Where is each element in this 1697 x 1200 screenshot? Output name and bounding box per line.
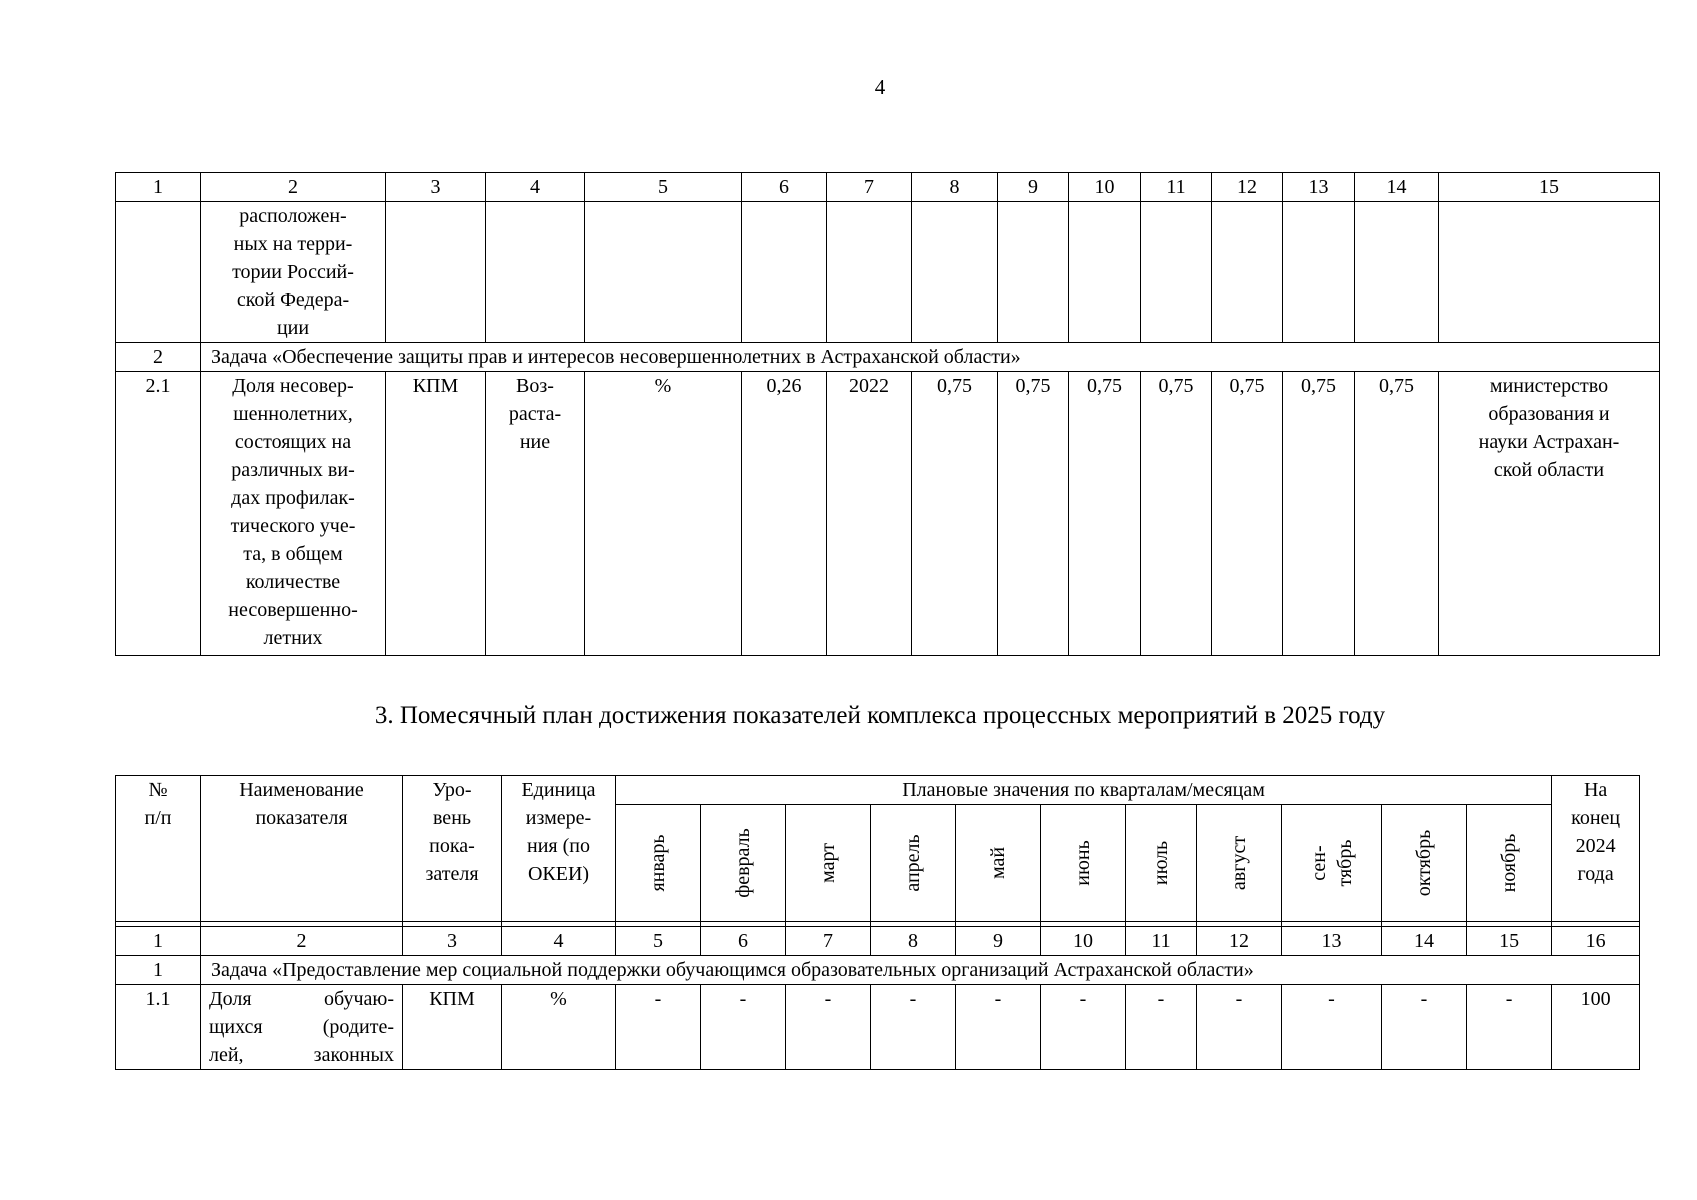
column-number: 15 — [1439, 173, 1660, 202]
text-line: ных на терри- — [233, 233, 353, 255]
month-label — [1070, 840, 1096, 885]
column-number-row — [116, 173, 1660, 202]
value-cell: 0,75 — [1212, 372, 1283, 656]
text-line: вень — [432, 807, 472, 829]
column-number: 5 — [616, 927, 701, 956]
column-number: 9 — [956, 927, 1041, 956]
column-number: 6 — [701, 927, 786, 956]
column-number: 12 — [1212, 173, 1283, 202]
column-number: 5 — [585, 173, 742, 202]
month-value: - — [786, 985, 871, 1070]
indicator-unit: % — [502, 985, 616, 1070]
month-label — [1226, 836, 1252, 890]
text-line: май — [987, 846, 1009, 880]
text-line: шеннолетних, — [233, 403, 353, 425]
month-label — [900, 834, 926, 891]
month-label — [730, 828, 756, 897]
text-line: летних — [263, 627, 323, 649]
column-number: 16 — [1552, 927, 1640, 956]
text-line: измере- — [525, 807, 592, 829]
month-header — [871, 805, 956, 922]
column-number: 10 — [1069, 173, 1141, 202]
value-cell: 0,75 — [1283, 372, 1355, 656]
month-value: - — [1197, 985, 1282, 1070]
text-line: апрель — [902, 834, 924, 892]
monthly-plan-table — [115, 775, 1640, 1070]
month-header — [1467, 805, 1552, 922]
indicator-unit: % — [585, 372, 742, 656]
text-line: На — [1583, 779, 1608, 801]
text-line: дах профилак- — [231, 487, 355, 509]
indicator-row — [116, 985, 1640, 1070]
responsible-body — [1439, 372, 1660, 656]
text-line: ние — [519, 431, 551, 453]
text-line: состоящих на — [234, 431, 352, 453]
column-number: 9 — [998, 173, 1069, 202]
text-line: июнь — [1072, 840, 1094, 886]
text-line: март — [817, 843, 839, 883]
value-cell: 0,75 — [1355, 372, 1439, 656]
text-line: расположен- — [239, 205, 347, 227]
month-label — [815, 843, 841, 883]
column-number: 1 — [116, 173, 201, 202]
month-value: - — [1467, 985, 1552, 1070]
task-row — [116, 956, 1640, 985]
text-line: образования и — [1488, 403, 1610, 425]
text-line: июль — [1150, 840, 1172, 886]
text-line: пока- — [429, 835, 475, 857]
text-line: Воз- — [516, 375, 554, 397]
text-line: февраль — [732, 828, 754, 898]
task-title: Задача «Обеспечение защиты прав и интересов несовершеннолетних в Астраханской области» — [201, 343, 1660, 372]
column-number: 8 — [912, 173, 998, 202]
text-line: Доля несовер- — [232, 375, 354, 397]
text-line: август — [1228, 835, 1250, 891]
indicator-name — [201, 985, 403, 1070]
column-number-row — [116, 927, 1640, 956]
column-number: 6 — [742, 173, 827, 202]
month-value: - — [956, 985, 1041, 1070]
month-label — [985, 847, 1011, 879]
text-line: октябрь — [1413, 829, 1435, 897]
header-num — [116, 776, 201, 922]
month-value: - — [1382, 985, 1467, 1070]
text-line: ния (по — [527, 835, 590, 857]
text-line: № — [148, 779, 168, 801]
month-header — [1126, 805, 1197, 922]
text-line: количестве — [245, 571, 341, 593]
month-header — [1382, 805, 1467, 922]
column-number: 14 — [1355, 173, 1439, 202]
column-number: 4 — [486, 173, 585, 202]
month-header — [1041, 805, 1126, 922]
month-label — [1411, 830, 1437, 896]
base-value: 0,26 — [742, 372, 827, 656]
text-line: щихся (родите- — [209, 1016, 394, 1038]
month-value: - — [701, 985, 786, 1070]
month-header — [1282, 805, 1382, 922]
column-number: 14 — [1382, 927, 1467, 956]
column-number: 7 — [786, 927, 871, 956]
indicator-number: 2.1 — [116, 372, 201, 656]
column-number: 8 — [871, 927, 956, 956]
column-number: 4 — [502, 927, 616, 956]
text-line: тории Россий- — [232, 261, 354, 283]
month-value: - — [1126, 985, 1197, 1070]
month-value: - — [1282, 985, 1382, 1070]
text-line: Уро- — [432, 779, 472, 801]
header-row — [116, 776, 1640, 805]
task-number: 1 — [116, 956, 201, 985]
value-cell: 0,75 — [1069, 372, 1141, 656]
column-number: 11 — [1141, 173, 1212, 202]
text-line: года — [1577, 863, 1614, 885]
text-line: тябрь — [1333, 839, 1356, 887]
indicator-number: 1.1 — [116, 985, 201, 1070]
column-number: 2 — [201, 927, 403, 956]
column-number: 13 — [1283, 173, 1355, 202]
text-line: зателя — [425, 863, 479, 885]
month-value: - — [616, 985, 701, 1070]
header-unit — [502, 776, 616, 922]
column-number: 11 — [1126, 927, 1197, 956]
header-name — [201, 776, 403, 922]
text-line: ОКЕИ) — [527, 863, 590, 885]
month-label — [1496, 834, 1522, 893]
indicator-trend — [486, 372, 585, 656]
base-year: 2022 — [827, 372, 912, 656]
page-number: 4 — [874, 75, 886, 99]
text-line: конец — [1571, 807, 1621, 829]
text-line: науки Астрахан- — [1478, 431, 1620, 453]
month-label — [1148, 841, 1174, 885]
text-line: январь — [647, 834, 669, 892]
column-number: 10 — [1041, 927, 1126, 956]
column-number: 12 — [1197, 927, 1282, 956]
table-row — [116, 202, 1660, 343]
month-label — [1306, 840, 1358, 887]
text-line: несовершенно- — [228, 599, 358, 621]
text-line: ской Федера- — [236, 289, 350, 311]
text-line: Наименование — [239, 779, 364, 801]
text-line: министерство — [1489, 375, 1609, 397]
text-line: п/п — [144, 807, 172, 829]
text-line: ской области — [1493, 459, 1605, 481]
column-number: 7 — [827, 173, 912, 202]
indicator-name-continuation — [201, 202, 386, 343]
month-value: - — [871, 985, 956, 1070]
column-number: 3 — [403, 927, 502, 956]
value-cell: 0,75 — [998, 372, 1069, 656]
end-of-year-value: 100 — [1552, 985, 1640, 1070]
month-header — [1197, 805, 1282, 922]
indicators-table-continued — [115, 172, 1660, 656]
month-header — [616, 805, 701, 922]
text-line: сен- — [1307, 845, 1330, 881]
section-title: 3. Помесячный план достижения показателей комплекса процессных мероприятий в 2025 году — [374, 702, 1386, 729]
column-number: 13 — [1282, 927, 1382, 956]
column-number: 1 — [116, 927, 201, 956]
month-label — [645, 834, 671, 891]
text-line: тического уче- — [230, 515, 356, 537]
text-line: та, в общем — [243, 543, 343, 565]
text-line: лей, законных — [209, 1044, 394, 1066]
value-cell: 0,75 — [1141, 372, 1212, 656]
column-number: 15 — [1467, 927, 1552, 956]
indicator-row — [116, 372, 1660, 656]
task-row — [116, 343, 1660, 372]
text-line: 2024 — [1575, 835, 1616, 857]
header-end-of-year — [1552, 776, 1640, 922]
header-level — [403, 776, 502, 922]
month-header — [786, 805, 871, 922]
text-line: ноябрь — [1498, 833, 1521, 893]
indicator-name — [201, 372, 386, 656]
text-line: ции — [276, 317, 310, 339]
task-title: Задача «Предоставление мер социальной поддержки обучающимся образовательных организаций Астраханской области» — [201, 956, 1640, 985]
month-value: - — [1041, 985, 1126, 1070]
value-cell: 0,75 — [912, 372, 998, 656]
text-line: показателя — [255, 807, 348, 829]
task-number: 2 — [116, 343, 201, 372]
month-header — [701, 805, 786, 922]
text-line: Единица — [521, 779, 596, 801]
column-number: 3 — [386, 173, 486, 202]
text-line: различных ви- — [231, 459, 355, 481]
month-header — [956, 805, 1041, 922]
text-line: раста- — [508, 403, 562, 425]
header-planned-values: Плановые значения по кварталам/месяцам — [616, 776, 1552, 805]
indicator-level: КПМ — [403, 985, 502, 1070]
indicator-level: КПМ — [386, 372, 486, 656]
column-number: 2 — [201, 173, 386, 202]
text-line: Доля обучаю- — [209, 988, 394, 1010]
